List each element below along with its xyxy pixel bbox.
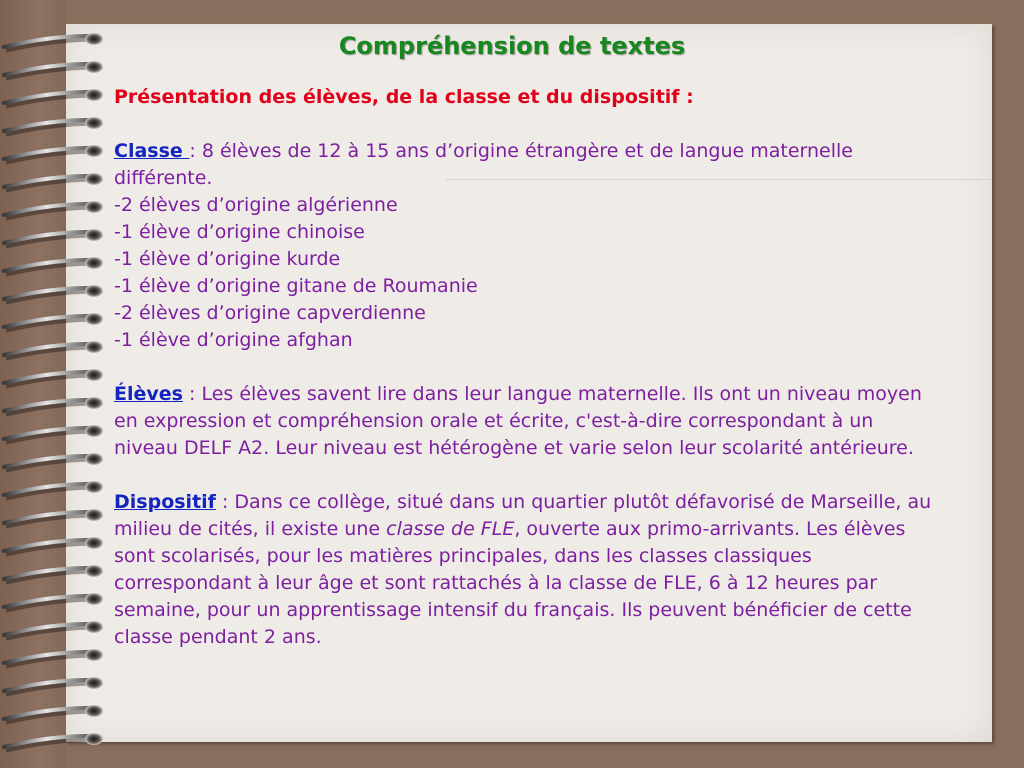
spiral-binding — [0, 0, 120, 768]
spiral-ring — [4, 89, 103, 106]
spiral-ring — [4, 733, 103, 750]
spiral-ring — [4, 537, 103, 554]
slide-body — [114, 84, 934, 651]
spiral-ring — [4, 677, 103, 694]
classe-paragraph — [114, 138, 934, 192]
spiral-ring — [4, 257, 103, 274]
spiral-ring — [4, 621, 103, 638]
eleves-paragraph — [114, 381, 934, 462]
spiral-ring — [4, 285, 103, 302]
spiral-ring — [4, 705, 103, 722]
classe-list-item: -1 élève d’origine gitane de Roumanie — [114, 275, 478, 297]
classe-list-item: -1 élève d’origine chinoise — [114, 221, 365, 243]
classe-list-item: -1 élève d’origine kurde — [114, 248, 341, 270]
spiral-ring — [4, 313, 103, 330]
spiral-ring — [4, 453, 103, 470]
spiral-ring — [4, 593, 103, 610]
dispositif-text-before: : Dans ce collège, situé dans un quartier plutôt défavorisé de Marseille, au milieu de cités, il existe une — [114, 491, 932, 540]
classe-label: Classe — [114, 140, 190, 162]
section-subtitle: Présentation des élèves, de la classe et du dispositif : — [114, 86, 694, 108]
spiral-ring — [4, 229, 103, 246]
dispositif-text-after: , ouverte aux primo-arrivants. Les élèves sont scolarisés, pour les matières principales, dans les classes classiques correspondant à leur âge et sont rattachés à la classe de FLE, 6 à 12 heures par semaine, pour un apprentissage intensif du français. Ils peuvent bénéficier de cette classe pendant 2 ans. — [114, 518, 912, 648]
classe-list-item: -2 élèves d’origine algérienne — [114, 194, 398, 216]
spiral-ring — [4, 481, 103, 498]
classe-list-item: -1 élève d’origine afghan — [114, 329, 353, 351]
eleves-text: : Les élèves savent lire dans leur langue maternelle. Ils ont un niveau moyen en expression et compréhension orale et écrite, c'est-à-dire correspondant à un niveau DELF A2. Leur niveau est hétérogène et varie selon leur scolarité antérieure. — [114, 383, 922, 459]
spiral-ring — [4, 117, 103, 134]
spiral-ring — [4, 61, 103, 78]
slide-title: Compréhension de textes — [338, 32, 686, 60]
spiral-ring — [4, 341, 103, 358]
spacer — [114, 354, 934, 381]
spiral-ring — [4, 369, 103, 386]
spiral-ring — [4, 425, 103, 442]
eleves-label: Élèves — [114, 383, 183, 405]
spiral-ring — [4, 145, 103, 162]
spacer — [114, 111, 934, 138]
dispositif-paragraph — [114, 489, 934, 651]
spiral-ring — [4, 173, 103, 190]
spiral-ring — [4, 649, 103, 666]
dispositif-label: Dispositif — [114, 491, 216, 513]
spiral-ring — [4, 565, 103, 582]
spiral-ring — [4, 397, 103, 414]
classe-list-item: -2 élèves d’origine capverdienne — [114, 302, 426, 324]
spiral-ring — [4, 201, 103, 218]
spiral-ring — [4, 509, 103, 526]
dispositif-italic: classe de FLE — [386, 518, 515, 540]
spacer — [114, 462, 934, 489]
classe-text: : 8 élèves de 12 à 15 ans d’origine étrangère et de langue maternelle différente. — [114, 140, 853, 189]
